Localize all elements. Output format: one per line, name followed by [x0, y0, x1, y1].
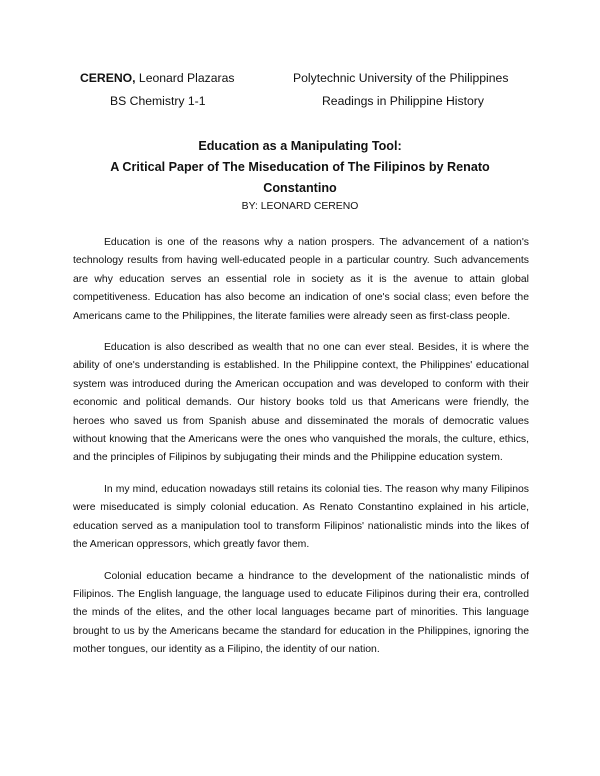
body-text	[73, 234, 529, 673]
title-block	[60, 136, 540, 215]
author-first-name: Leonard Plazaras	[135, 71, 235, 85]
title-line-1: Education as a Manipulating Tool:	[198, 139, 402, 153]
school-name: Polytechnic University of the Philippines	[293, 71, 509, 85]
paragraph: Education is one of the reasons why a nation prospers. The advancement of a nation's technology results from having well-educated people in a particular country. Such advancements are why education serves an essential role in society as it is the avenue to attain global competitiveness. Education has also become an indication of one's social class; even before the Americans came to the Philippines, the literate families were already seen as first-class people.	[73, 237, 529, 322]
paragraph: Education is also described as wealth that no one can ever steal. Besides, it is where the ability of one's understanding is established. In the Philippine context, the Philippines' educational system was introduced during the American occupation and was developed to conform with their economic and political demands. Our history books told us that Americans were friendly, the heroes who saved us from Spanish abuse and disseminated the morals of democratic values without knowing that the Americans were the ones who vanquished the morals, the culture, ethics, and the principles of Filipinos by subjugating their minds and the Philippine education system.	[73, 342, 529, 464]
byline: BY: LEONARD CERENO	[241, 201, 359, 212]
title-line-3: Constantino	[263, 181, 337, 195]
course-label: BS Chemistry 1-1	[110, 94, 206, 108]
author-last-name: CERENO,	[80, 71, 136, 85]
title-line-2: A Critical Paper of The Miseducation of The Filipinos by Renato	[110, 160, 490, 174]
paragraph: Colonial education became a hindrance to the development of the nationalistic minds of Filipinos. The English language, the language used to educate Filipinos during their era, controlled the minds of the elites, and the other local languages became part of minorities. This language brought to us by the Americans became the standard for education in the Philippines, ignoring the mother tongues, our identity as a Filipino, the identity of our nation.	[73, 570, 529, 656]
paragraph: In my mind, education nowadays still retains its colonial ties. The reason why many Filipinos were miseducated is simply colonial education. As Renato Constantino explained in his article, education served as a manipulation tool to transform Filipinos' nationalistic minds into the likes of the American oppressors, which greatly favor them.	[73, 483, 529, 551]
subject-label: Readings in Philippine History	[322, 94, 484, 108]
author-name	[80, 71, 234, 86]
